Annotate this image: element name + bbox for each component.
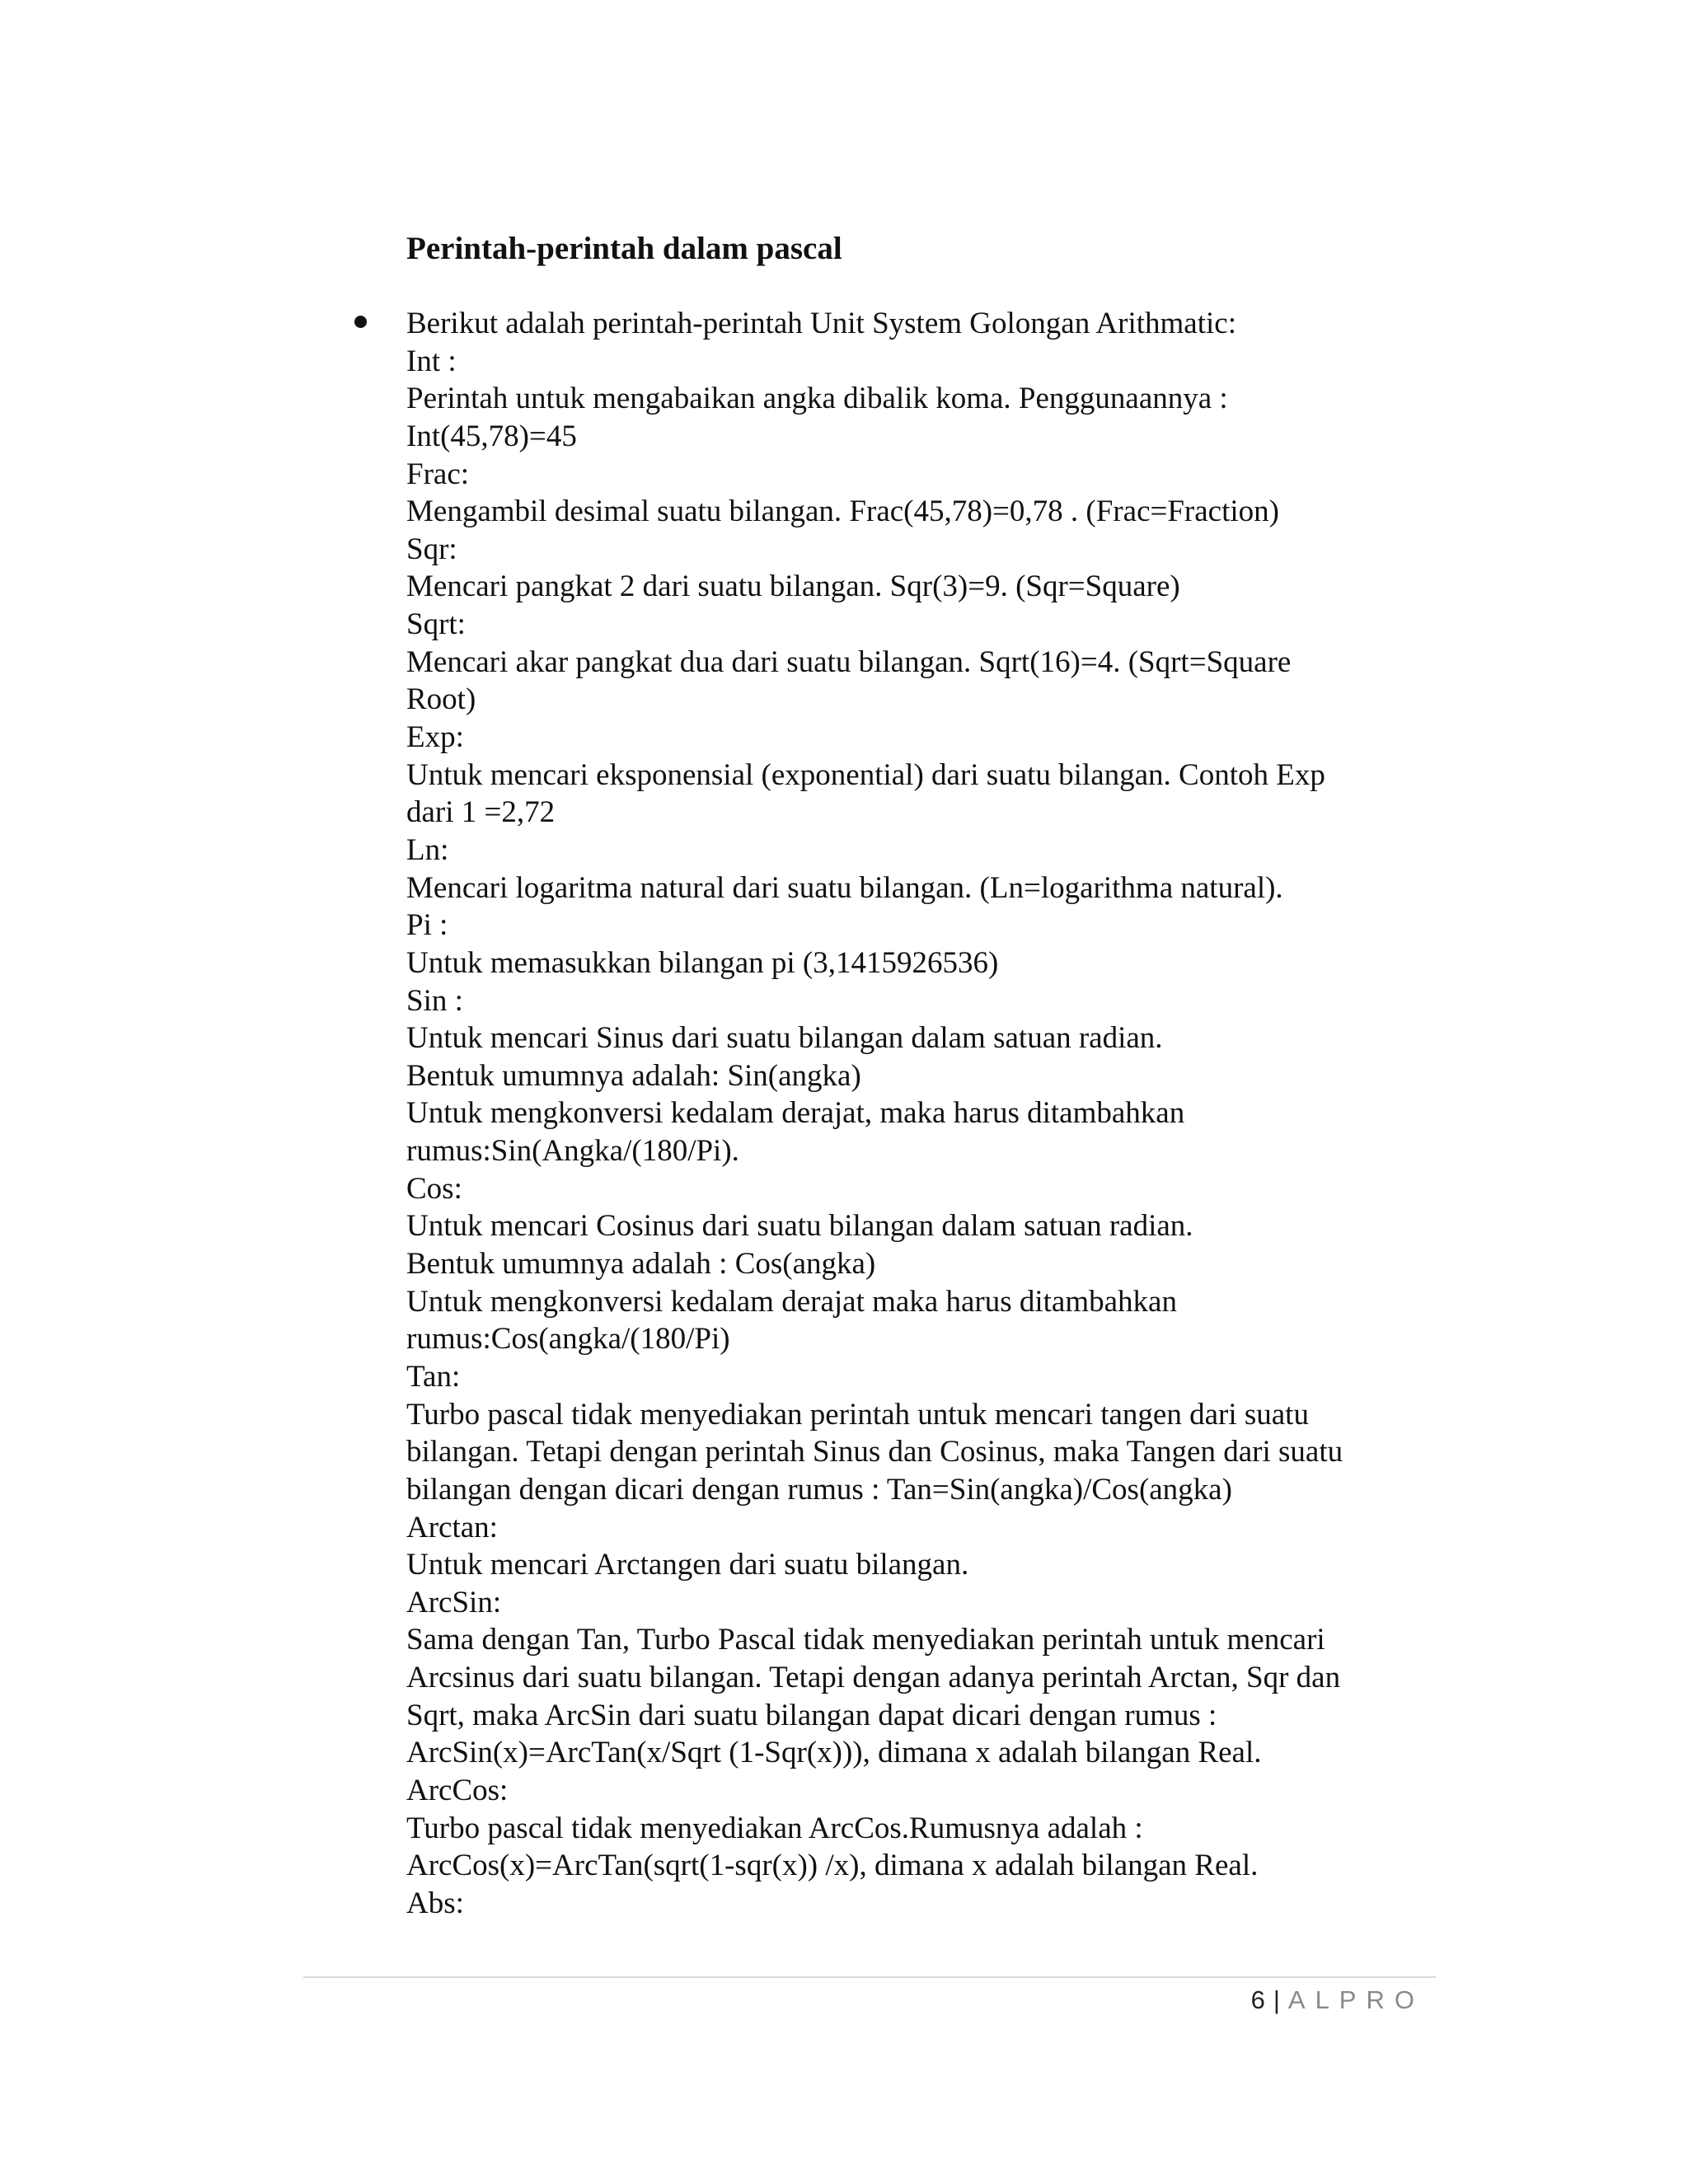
- text-line: Int :: [406, 344, 457, 378]
- text-line: Cos:: [406, 1171, 462, 1206]
- text-line: ArcCos:: [406, 1773, 509, 1807]
- text-line: Untuk mengkonversi kedalam derajat maka harus ditambahkan: [406, 1284, 1177, 1319]
- text-line: Untuk mencari Arctangen dari suatu bilangan.: [406, 1548, 969, 1582]
- text-line: Root): [406, 682, 476, 717]
- text-line: Int(45,78)=45: [406, 419, 577, 453]
- text-line: Frac:: [406, 457, 470, 491]
- text-line: Mengambil desimal suatu bilangan. Frac(45,78)=0,78 . (Frac=Fraction): [406, 494, 1279, 529]
- text-line: bilangan. Tetapi dengan perintah Sinus dan Cosinus, maka Tangen dari suatu: [406, 1435, 1343, 1469]
- text-line: Perintah untuk mengabaikan angka dibalik koma. Penggunaannya :: [406, 382, 1228, 416]
- bullet-icon: [354, 316, 367, 328]
- text-line: rumus:Cos(angka/(180/Pi): [406, 1322, 730, 1357]
- page-footer: [1251, 1982, 1424, 2018]
- text-line: Arcsinus dari suatu bilangan. Tetapi dengan adanya perintah Arctan, Sqr dan: [406, 1661, 1341, 1695]
- text-line: ArcCos(x)=ArcTan(sqrt(1-sqr(x)) /x), dimana x adalah bilangan Real.: [406, 1849, 1259, 1883]
- text-line: Untuk mengkonversi kedalam derajat, maka harus ditambahkan: [406, 1096, 1185, 1131]
- text-line: Untuk mencari Cosinus dari suatu bilangan dalam satuan radian.: [406, 1209, 1193, 1244]
- page-number: 6: [1250, 1985, 1265, 2014]
- footer-separator: |: [1273, 1985, 1280, 2014]
- text-line: Mencari logaritma natural dari suatu bilangan. (Ln=logarithma natural).: [406, 870, 1283, 905]
- text-line: Sin :: [406, 983, 463, 1018]
- text-line: Sqrt:: [406, 607, 466, 642]
- text-line: Bentuk umumnya adalah : Cos(angka): [406, 1247, 876, 1282]
- text-line: Turbo pascal tidak menyediakan ArcCos.Rumusnya adalah :: [406, 1811, 1143, 1845]
- text-line: dari 1 =2,72: [406, 795, 556, 830]
- page-heading: Perintah-perintah dalam pascal: [406, 231, 842, 266]
- text-line: Arctan:: [406, 1510, 498, 1544]
- text-line: Abs:: [406, 1886, 464, 1920]
- text-line: Pi :: [406, 908, 448, 943]
- running-title: ALPRO: [1287, 1985, 1424, 2014]
- text-line: Untuk memasukkan bilangan pi (3,1415926536): [406, 945, 999, 980]
- body-text: [406, 305, 1428, 1923]
- text-line: rumus:Sin(Angka/(180/Pi).: [406, 1134, 739, 1169]
- text-line: Sqr:: [406, 532, 457, 566]
- text-line: bilangan dengan dicari dengan rumus : Tan=Sin(angka)/Cos(angka): [406, 1472, 1232, 1507]
- text-line: Bentuk umumnya adalah: Sin(angka): [406, 1058, 861, 1093]
- text-line: Untuk mencari eksponensial (exponential) dari suatu bilangan. Contoh Exp: [406, 757, 1325, 792]
- text-line: Mencari akar pangkat dua dari suatu bilangan. Sqrt(16)=4. (Sqrt=Square: [406, 644, 1292, 679]
- text-line: ArcSin:: [406, 1585, 502, 1619]
- text-line: Mencari pangkat 2 dari suatu bilangan. Sqr(3)=9. (Sqr=Square): [406, 569, 1180, 604]
- text-line: Exp:: [406, 720, 464, 755]
- text-line: Ln:: [406, 832, 449, 867]
- text-line: ArcSin(x)=ArcTan(x/Sqrt (1-Sqr(x))), dimana x adalah bilangan Real.: [406, 1736, 1262, 1770]
- text-line: Tan:: [406, 1359, 461, 1394]
- text-line: Berikut adalah perintah-perintah Unit System Golongan Arithmatic:: [406, 307, 1236, 340]
- text-line: Untuk mencari Sinus dari suatu bilangan dalam satuan radian.: [406, 1021, 1163, 1056]
- text-line: Turbo pascal tidak menyediakan perintah untuk mencari tangen dari suatu: [406, 1397, 1309, 1432]
- text-line: Sama dengan Tan, Turbo Pascal tidak menyediakan perintah untuk mencari: [406, 1623, 1325, 1657]
- footer-divider: [303, 1976, 1436, 1978]
- text-line: Sqrt, maka ArcSin dari suatu bilangan dapat dicari dengan rumus :: [406, 1698, 1217, 1732]
